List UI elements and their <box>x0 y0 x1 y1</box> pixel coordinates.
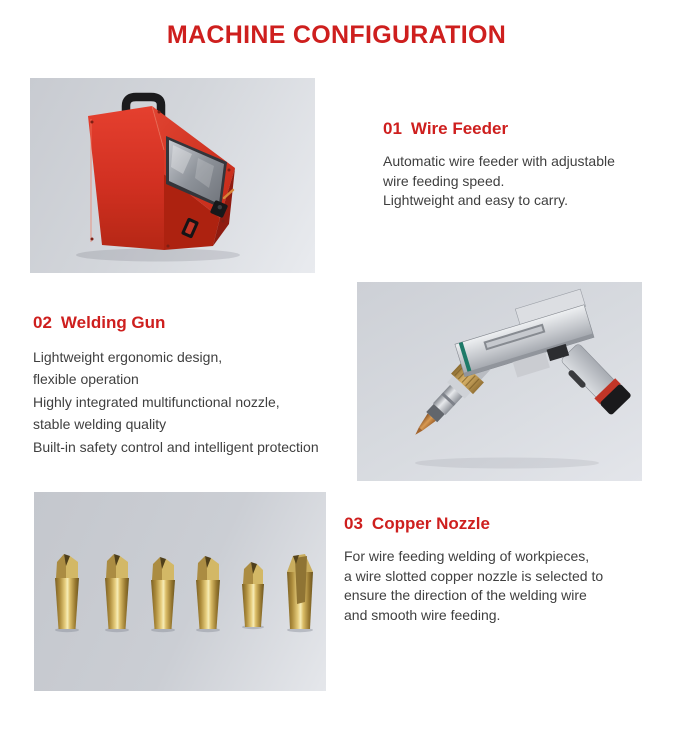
wire-feeder-illustration <box>30 78 315 273</box>
section-03-copper-nozzle <box>344 514 659 625</box>
description-line: ensure the direction of the welding wire <box>344 587 587 603</box>
section-name: Copper Nozzle <box>371 514 490 533</box>
section-name: Wire Feeder <box>410 119 509 138</box>
nozzle-1 <box>55 554 79 629</box>
section-number: 01 <box>383 119 402 138</box>
description-line: Lightweight ergonomic design, <box>33 349 223 365</box>
description-line: wire feeding speed. <box>383 172 505 189</box>
nozzle-2 <box>105 554 129 629</box>
nozzle-5 <box>242 562 264 627</box>
description-line: stable welding quality <box>33 416 167 433</box>
description-line: a wire slotted copper nozzle is selected to <box>344 567 604 584</box>
wire-feeder-photo <box>30 78 315 273</box>
welding-gun-illustration <box>357 282 642 481</box>
description-line: For wire feeding welding of workpieces, <box>344 548 590 564</box>
copper-nozzles-photo <box>34 492 326 691</box>
section-description <box>383 152 658 211</box>
description-line: Lightweight and easy to carry. <box>383 192 568 208</box>
section-01-wire-feeder <box>383 119 658 211</box>
nozzle-shadows <box>55 625 313 632</box>
gun-handle <box>557 342 631 417</box>
section-heading <box>344 514 659 534</box>
section-heading <box>33 313 368 333</box>
description-line: Built-in safety control and intelligent protection <box>33 438 319 455</box>
description-line: Highly integrated multifunctional nozzle, <box>33 393 280 410</box>
section-number: 03 <box>344 514 363 533</box>
description-line: and smooth wire feeding. <box>344 606 501 623</box>
nozzle-3 <box>151 557 175 629</box>
welding-gun-photo <box>357 282 642 481</box>
section-heading <box>383 119 658 139</box>
description-line: Automatic wire feeder with adjustable <box>383 153 615 169</box>
page-title: MACHINE CONFIGURATION <box>166 21 507 49</box>
section-02-welding-gun <box>33 313 368 458</box>
copper-nozzles-illustration <box>34 492 326 691</box>
description-line: flexible operation <box>33 371 139 388</box>
section-number: 02 <box>33 313 52 332</box>
section-description <box>344 547 659 625</box>
nozzle-4 <box>196 556 220 629</box>
section-description <box>33 346 368 458</box>
section-name: Welding Gun <box>60 313 166 332</box>
nozzle-6 <box>287 554 313 629</box>
